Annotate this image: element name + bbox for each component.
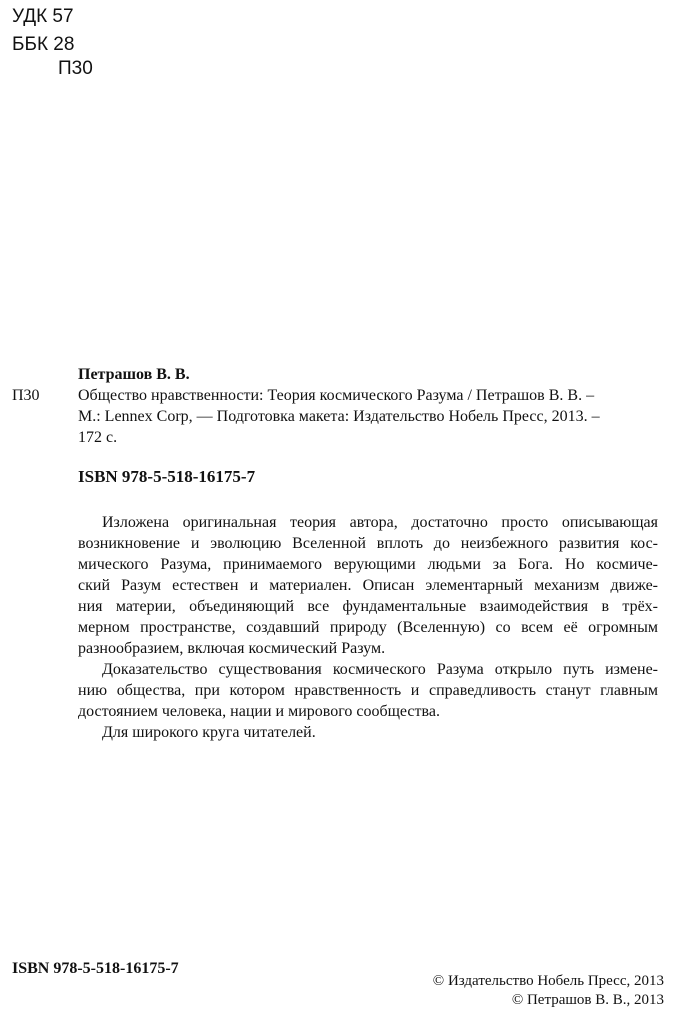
abstract-line: Изложена оригинальная теория автора, достаточно просто описывающая	[102, 514, 658, 531]
abstract-line: нию общества, при котором нравственность и справедливость станут главным	[78, 682, 658, 699]
abstract	[78, 512, 658, 743]
copyright-author: © Петрашов В. В., 2013	[511, 992, 664, 1008]
abstract-line: мерном пространстве, создавший природу (Вселенную) со всем её огромным	[78, 619, 658, 636]
author-heading: Петрашов В. В.	[78, 366, 190, 383]
bib-isbn: ISBN 978-5-518-16175-7	[78, 467, 256, 486]
footer-isbn: ISBN 978-5-518-16175-7	[12, 960, 179, 977]
abstract-line: мического Разума, принимаемого верующими людьми за Бога. Но космиче-	[78, 556, 658, 573]
abstract-line: достоянием человека, нации и мирового сообщества.	[78, 703, 440, 720]
udk-code: УДК 57	[12, 6, 74, 27]
abstract-audience: Для широкого круга читателей.	[102, 724, 316, 741]
bib-line-publisher: М.: Lennex Corp, — Подготовка макета: Издательство Нобель Пресс, 2013. –	[78, 408, 600, 425]
bib-line-title: Общество нравственности: Теория космического Разума / Петрашов В. В. –	[78, 387, 595, 404]
abstract-line: ский Разум естествен и материален. Описан элементарный механизм движе-	[78, 577, 658, 594]
author-code-side: П30	[12, 387, 40, 404]
abstract-line: возникновение и эволюцию Вселенной вплоть до неизбежного развития кос-	[78, 535, 658, 552]
abstract-line: ния материи, объединяющий все фундаментальные взаимодействия в трёх-	[78, 598, 658, 615]
abstract-line: разнообразием, включая космический Разум.	[78, 640, 386, 657]
author-code-top: П30	[58, 58, 93, 79]
bbk-code: ББК 28	[12, 34, 75, 55]
bib-line-pages: 172 с.	[78, 429, 118, 446]
copyright-publisher: © Издательство Нобель Пресс, 2013	[432, 973, 664, 989]
abstract-line: Доказательство существования космического Разума открыло путь измене-	[102, 661, 658, 678]
